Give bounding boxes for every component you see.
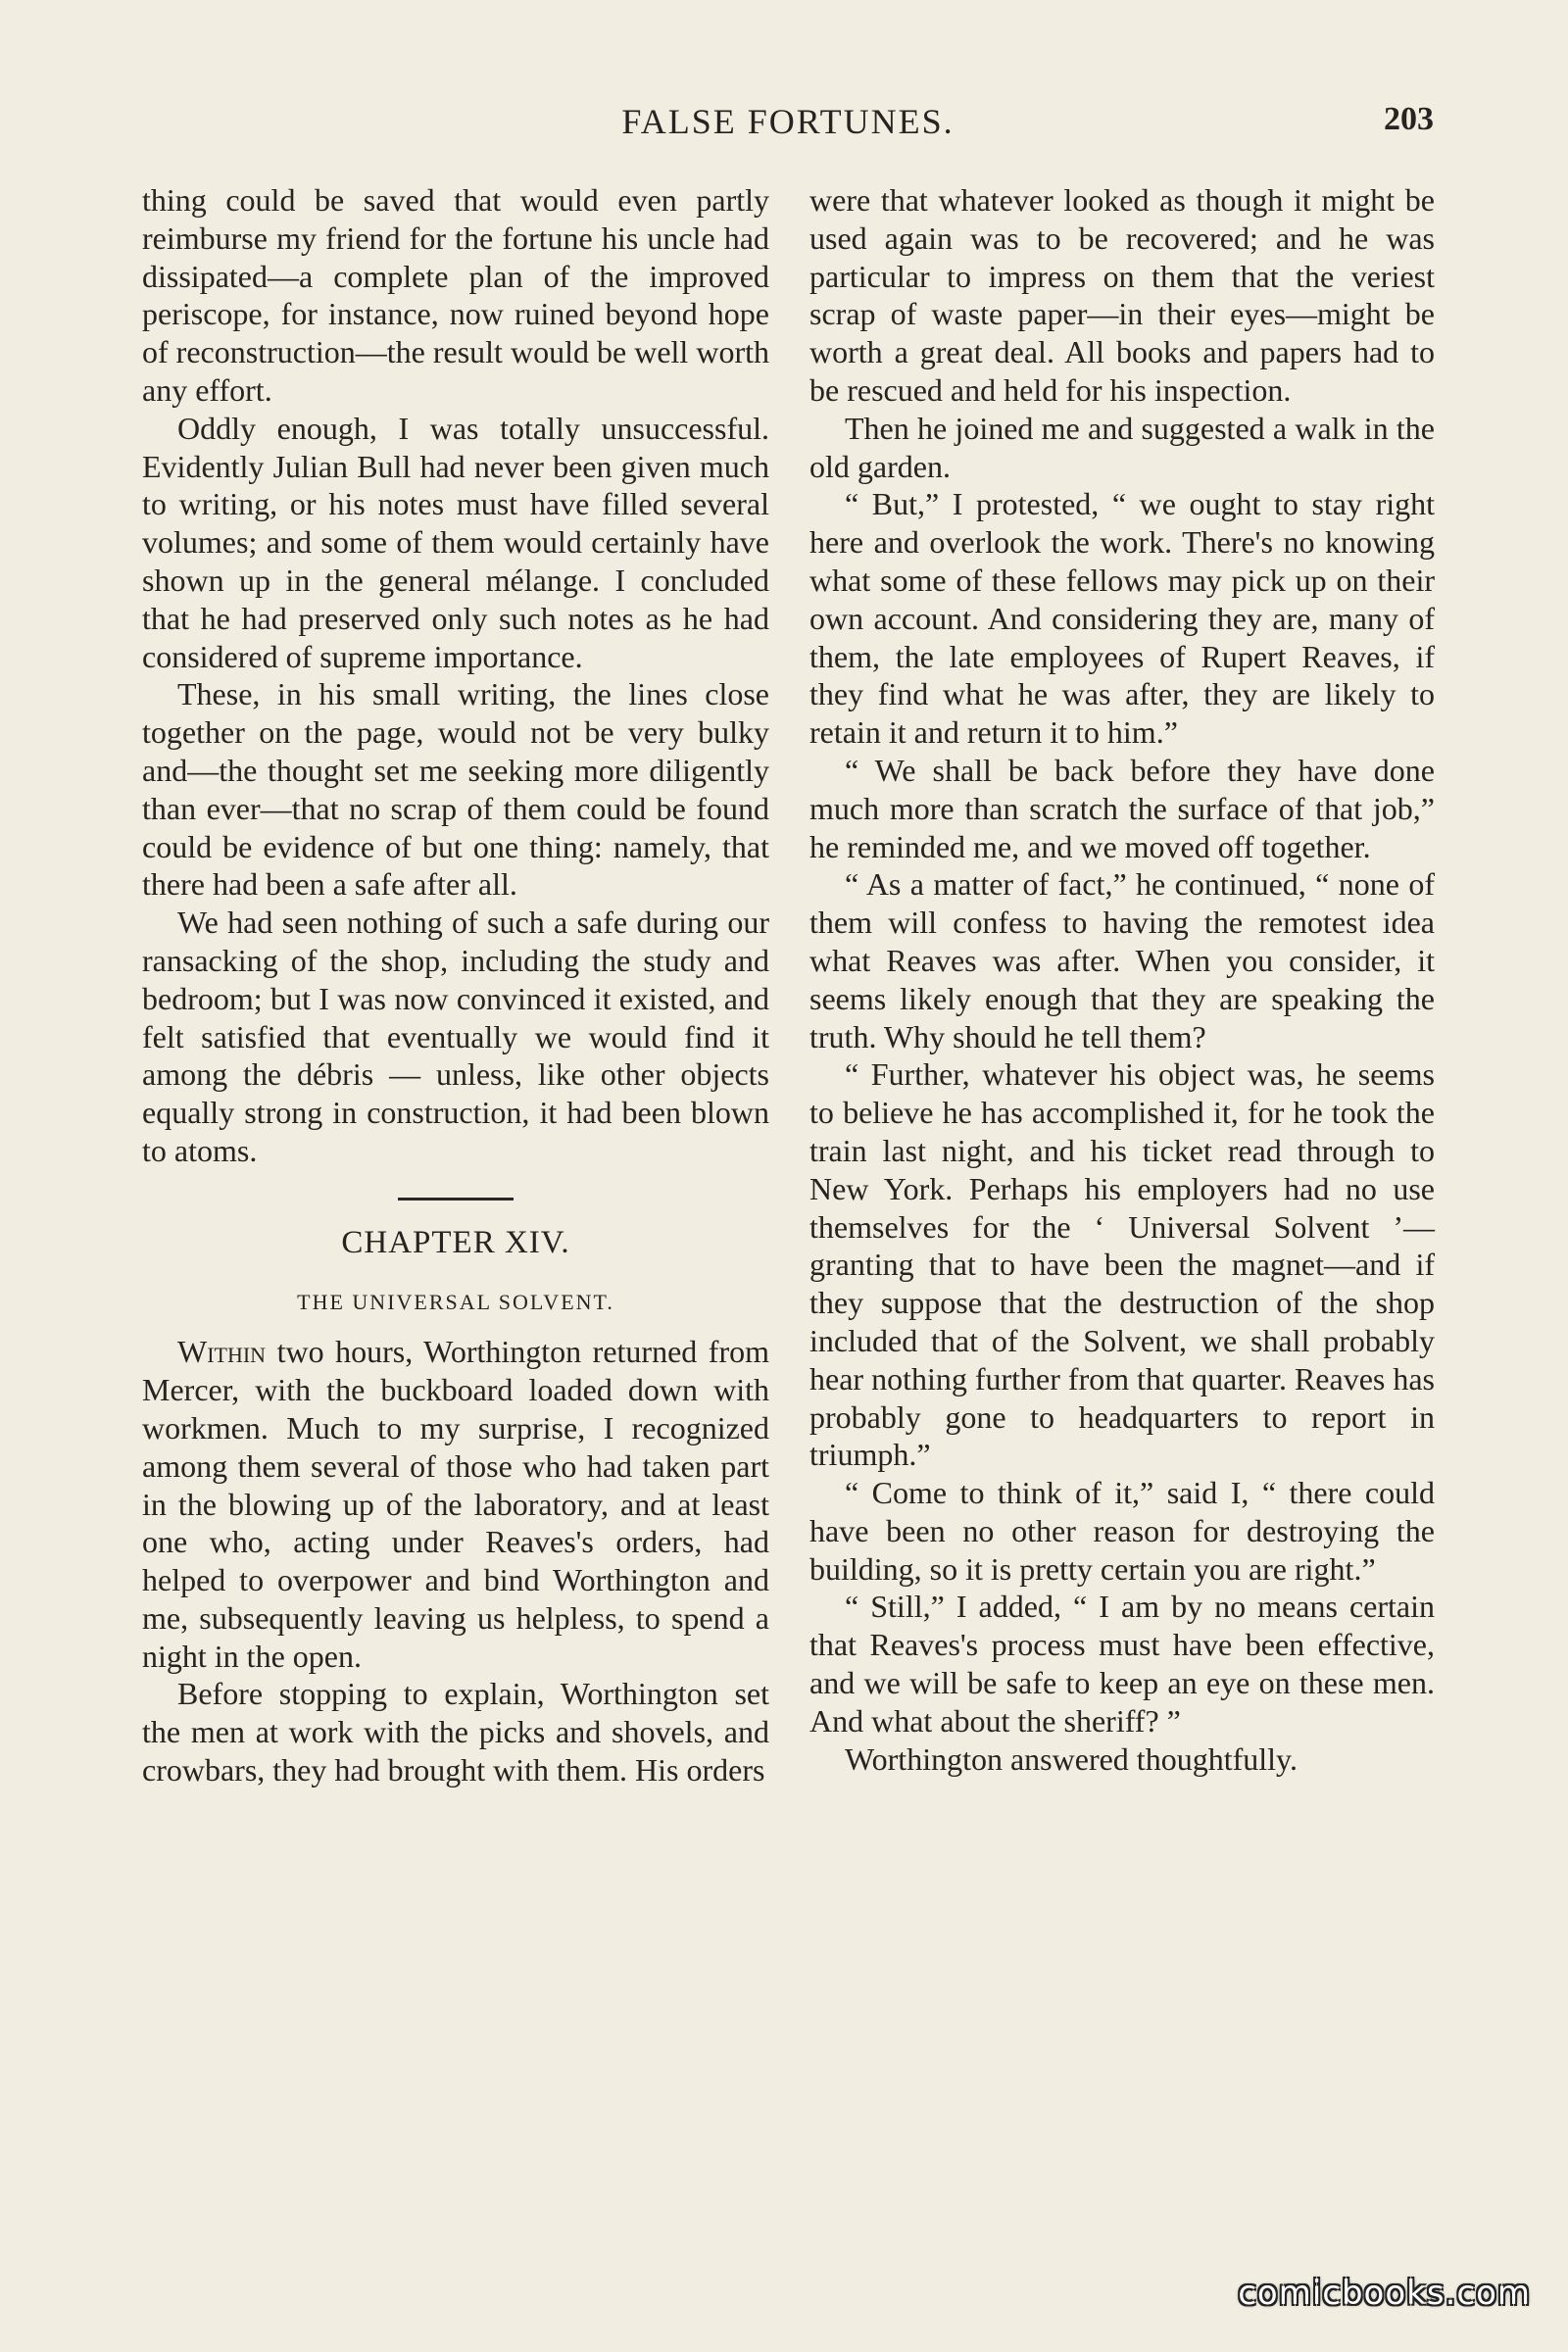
paragraph-text: two hours, Worthington returned from Mercer, with the buckboard loaded down with workmen. Much to my surprise, I recognized among them several of those who had taken part in the blowing up of the laboratory, and at least one who, acting under Reaves's orders, had helped to overpower and bind Worthington and me, subsequently leaving us helpless, to spend a night in the open. (142, 1334, 769, 1674)
running-title: FALSE FORTUNES. (621, 102, 955, 141)
paragraph: thing could be saved that would even partly reimburse my friend for the fortune his uncle had dissipated—a complete plan of the improved periscope, for instance, now ruined beyond hope of reconstruction—the result would be well worth any effort. (142, 182, 769, 408)
right-column (809, 181, 1435, 1778)
paragraph: These, in his small writing, the lines close together on the page, would not be very bulky and—the thought set me seeking more diligently than ever—that no scrap of them could be found could be evidence of but one thing: namely, that there had been a safe after all. (142, 676, 769, 903)
chapter-divider (398, 1198, 514, 1200)
chapter-subtitle: THE UNIVERSAL SOLVENT. (297, 1289, 614, 1314)
chapter-title: CHAPTER XIV. (341, 1224, 570, 1260)
paragraph: were that whatever looked as though it might be used again was to be recovered; and he was particular to impress on them that the veriest scrap of waste paper—in their eyes—might be worth a great deal. All books and papers had to be rescued and held for his inspection. (809, 182, 1435, 408)
page-number: 203 (1384, 101, 1434, 137)
watermark: comicbooks.com (1238, 2274, 1531, 2313)
paragraph: “ Further, whatever his object was, he seems to believe he has accomplished it, for he took the train last night, and his ticket read through to New York. Perhaps his employers had no use themselves for the ‘ Universal Solvent ’—granting that to have been the magnet—and if they suppose that the destruction of the shop included that of the Solvent, we shall probably hear nothing further from that quarter. Reaves has probably gone to headquarters to report in triumph.” (809, 1056, 1435, 1473)
paragraph: “ But,” I protested, “ we ought to stay right here and overlook the work. There's no knowing what some of these fellows may pick up on their own account. And considering they are, many of them, the late employees of Rupert Reaves, if they find what he was after, they are likely to retain it and return it to him.” (809, 486, 1435, 751)
page-header (142, 101, 1434, 150)
paragraph: Oddly enough, I was totally unsuccessful. Evidently Julian Bull had never been given much to writing, or his notes must have filled several volumes; and some of them would certainly have shown up in the general mélange. I concluded that he had preserved only such notes as he had considered of supreme importance. (142, 410, 769, 674)
paragraph: Before stopping to explain, Worthington set the men at work with the picks and shovels, and crowbars, they had brought with them. His orders (142, 1676, 769, 1788)
paragraph (142, 1333, 769, 1675)
lead-word: Within (177, 1334, 267, 1370)
paragraph: Worthington answered thoughtfully. (845, 1740, 1298, 1777)
paragraph: “ Still,” I added, “ I am by no means certain that Reaves's process must have been effective, and we will be safe to keep an eye on these men. And what about the sheriff? ” (809, 1589, 1435, 1739)
paragraph: “ As a matter of fact,” he continued, “ none of them will confess to having the remotest idea what Reaves was after. When you consider, it seems likely enough that they are speaking the truth. Why should he tell them? (809, 866, 1435, 1054)
paragraph: Then he joined me and suggested a walk in the old garden. (809, 410, 1435, 484)
paragraph: “ We shall be back before they have done much more than scratch the surface of that job,” he reminded me, and we moved off together. (809, 752, 1435, 864)
left-column (142, 181, 769, 1789)
paragraph: “ Come to think of it,” said I, “ there could have been no other reason for destroying the building, so it is pretty certain you are right.” (809, 1475, 1435, 1587)
paragraph: We had seen nothing of such a safe during our ransacking of the shop, including the study and bedroom; but I was now convinced it existed, and felt satisfied that eventually we would find it among the débris — unless, like other objects equally strong in construction, it had been blown to atoms. (142, 905, 769, 1168)
